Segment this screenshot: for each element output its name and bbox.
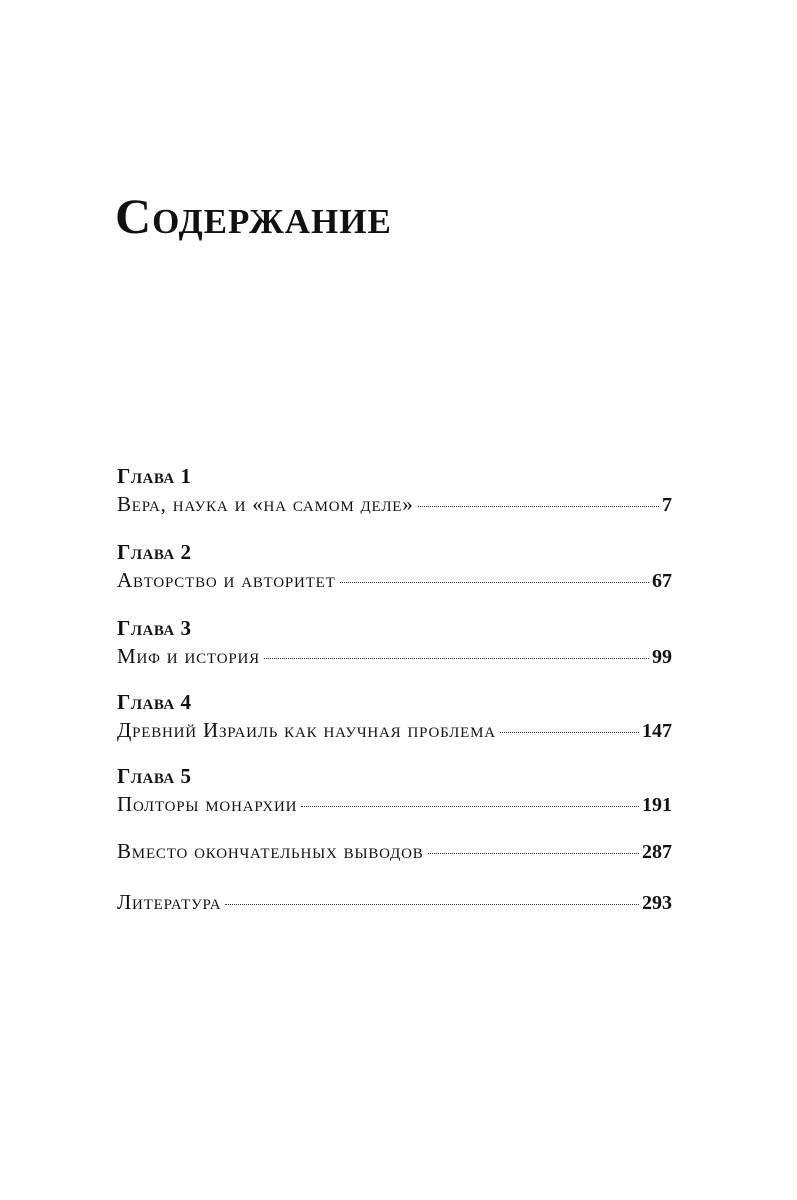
page-number: 99 bbox=[652, 646, 672, 668]
dot-leader bbox=[500, 732, 639, 733]
toc-entry-chapter-3[interactable] bbox=[117, 615, 672, 671]
toc-entry-title: Древний Израиль как научная проблема bbox=[117, 718, 496, 742]
dot-leader bbox=[428, 853, 639, 854]
page-number: 147 bbox=[642, 720, 672, 742]
page-number: 287 bbox=[642, 841, 672, 863]
toc-entry-conclusion[interactable] bbox=[117, 836, 672, 866]
toc-line bbox=[117, 489, 672, 519]
toc-line bbox=[117, 887, 672, 917]
toc-line bbox=[117, 715, 672, 745]
page-title: Содержание bbox=[115, 188, 392, 244]
dot-leader bbox=[301, 806, 639, 807]
toc-line bbox=[117, 565, 672, 595]
toc-entry-title: Авторство и авторитет bbox=[117, 568, 336, 592]
toc-line bbox=[117, 789, 672, 819]
toc-entry-title: Миф и история bbox=[117, 644, 260, 668]
chapter-label: Глава 3 bbox=[117, 616, 192, 640]
dot-leader bbox=[225, 904, 639, 905]
toc-entry-chapter-2[interactable] bbox=[117, 539, 672, 595]
toc-entry-title: Литература bbox=[117, 890, 222, 914]
chapter-label: Глава 2 bbox=[117, 540, 192, 564]
toc-entry-chapter-1[interactable] bbox=[117, 463, 672, 519]
page-number: 293 bbox=[642, 892, 672, 914]
toc-entry-title: Вместо окончательных выводов bbox=[117, 839, 424, 863]
toc-entry-title: Полторы монархии bbox=[117, 792, 298, 816]
dot-leader bbox=[264, 658, 649, 659]
toc-entry-chapter-4[interactable] bbox=[117, 689, 672, 745]
chapter-label: Глава 5 bbox=[117, 764, 192, 788]
page-number: 191 bbox=[642, 794, 672, 816]
dot-leader bbox=[340, 582, 649, 583]
toc-entry-chapter-5[interactable] bbox=[117, 763, 672, 819]
page-number: 7 bbox=[662, 494, 672, 516]
toc-entry-literature[interactable] bbox=[117, 887, 672, 917]
chapter-label: Глава 4 bbox=[117, 690, 192, 714]
toc-line bbox=[117, 641, 672, 671]
page-number: 67 bbox=[652, 570, 672, 592]
toc-line bbox=[117, 836, 672, 866]
chapter-label: Глава 1 bbox=[117, 464, 192, 488]
toc-entry-title: Вера, наука и «на самом деле» bbox=[117, 492, 414, 516]
dot-leader bbox=[418, 506, 659, 507]
